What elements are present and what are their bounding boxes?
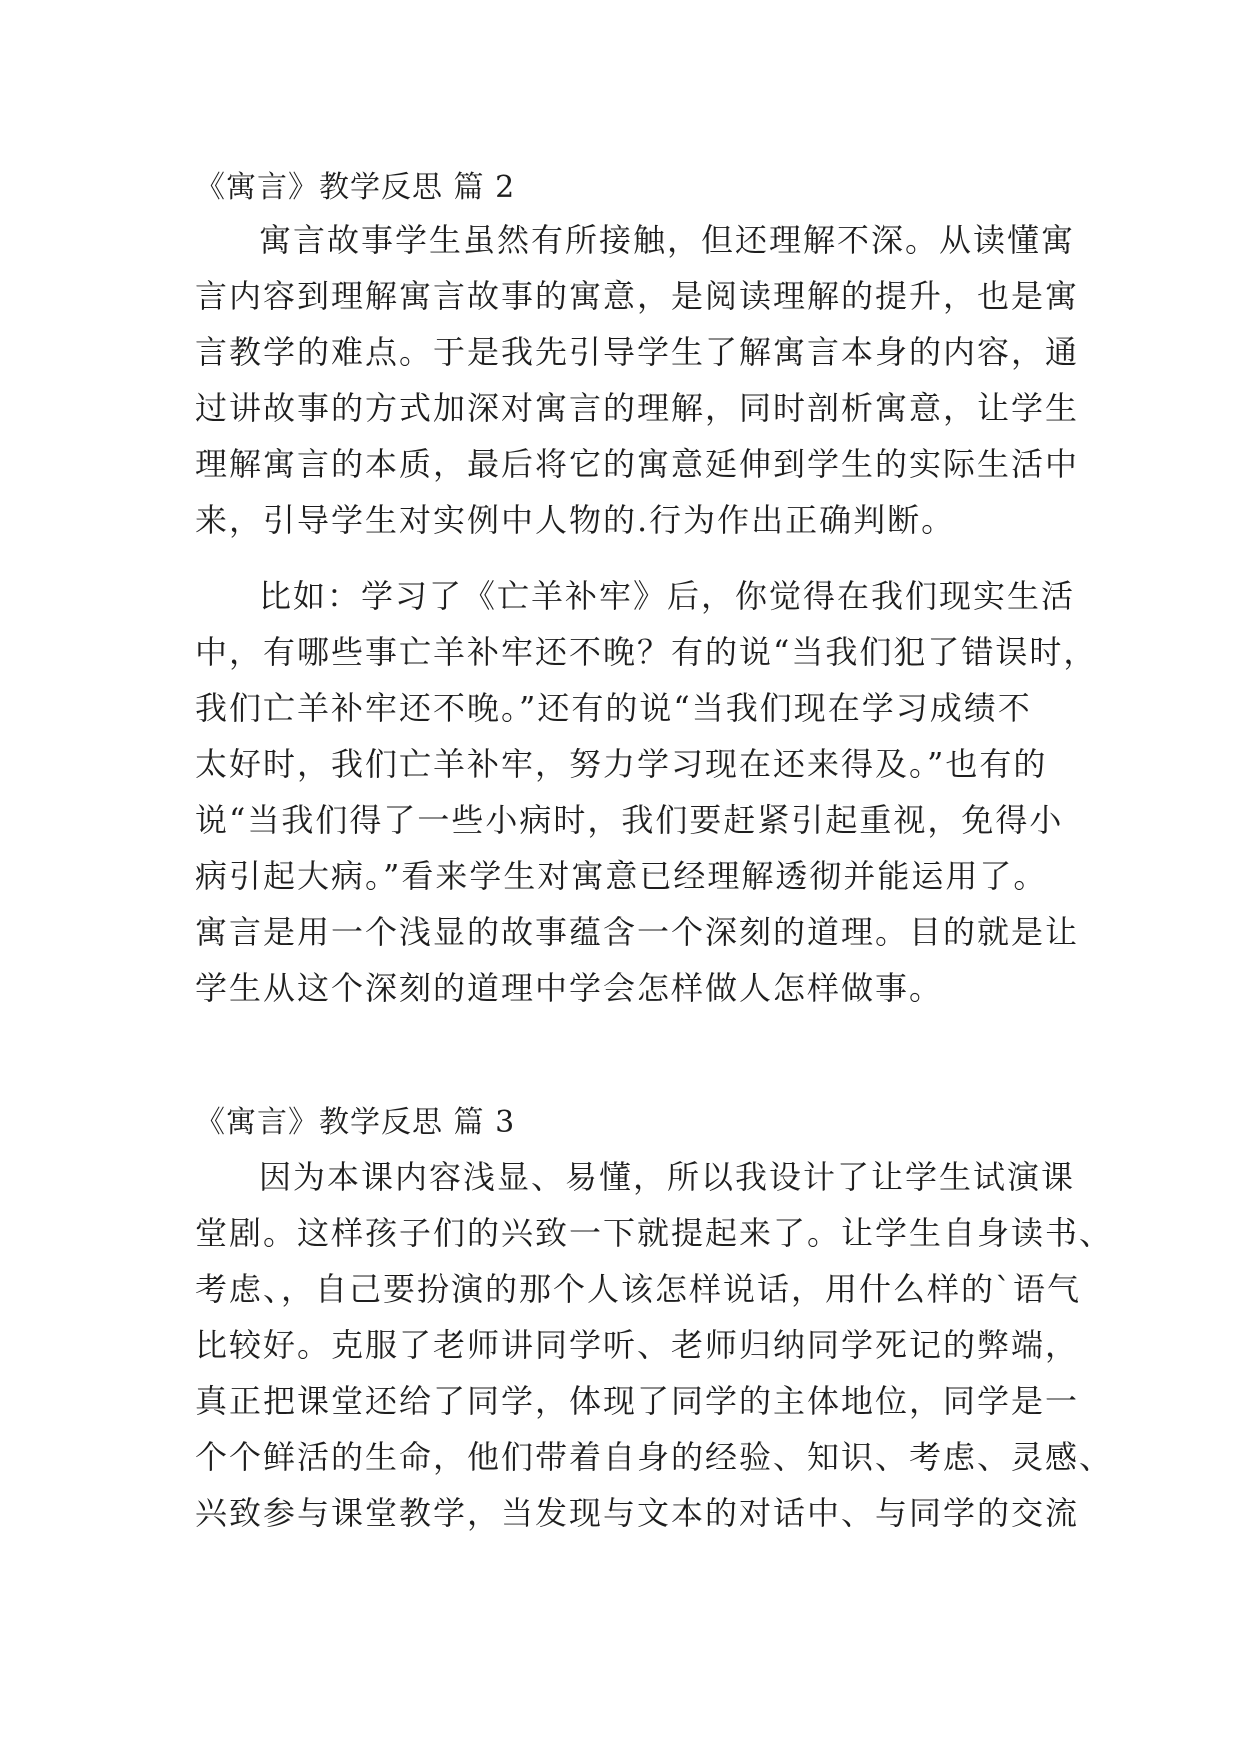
text-line: 言教学的难点。于是我先引导学生了解寓言本身的内容，通 [195, 333, 1080, 371]
section-3 [195, 1103, 1114, 1532]
text-line: 比如：学习了《亡羊补牢》后，你觉得在我们现实生活 [259, 577, 1076, 615]
text-line: 病引起大病。”看来学生对寓意已经理解透彻并能运用了。 [195, 857, 1048, 895]
section-heading: 《寓言》教学反思 篇 3 [195, 1105, 516, 1140]
text-line: 真正把课堂还给了同学，体现了同学的主体地位，同学是一 [195, 1382, 1080, 1420]
text-line: 学生从这个深刻的道理中学会怎样做人怎样做事。 [195, 969, 944, 1007]
text-line: 太好时，我们亡羊补牢，努力学习现在还来得及。”也有的 [195, 745, 1048, 783]
text-line: 考虑、，自己要扮演的那个人该怎样说话，用什么样的`语气 [195, 1270, 1082, 1308]
text-line: 寓言故事学生虽然有所接触，但还理解不深。从读懂寓 [259, 221, 1076, 259]
section-2 [195, 168, 1098, 1007]
text-line: 言内容到理解寓言故事的寓意，是阅读理解的提升，也是寓 [195, 277, 1080, 315]
text-line: 比较好。克服了老师讲同学听、老师归纳同学死记的弊端， [195, 1326, 1080, 1364]
text-line: 过讲故事的方式加深对寓言的理解，同时剖析寓意，让学生 [195, 389, 1080, 427]
text-line: 理解寓言的本质，最后将它的寓意延伸到学生的实际生活中 [195, 445, 1080, 483]
text-line: 堂剧。这样孩子们的兴致一下就提起来了。让学生自身读书、 [195, 1214, 1114, 1252]
text-line: 寓言是用一个浅显的故事蕴含一个深刻的道理。目的就是让 [195, 913, 1080, 951]
text-line: 个个鲜活的生命，他们带着自身的经验、知识、考虑、灵感、 [195, 1438, 1114, 1476]
text-line: 因为本课内容浅显、易懂，所以我设计了让学生试演课 [259, 1158, 1076, 1196]
text-line: 兴致参与课堂教学，当发现与文本的对话中、与同学的交流 [195, 1494, 1080, 1532]
text-line: 中，有哪些事亡羊补牢还不晚？有的说“当我们犯了错误时， [195, 633, 1098, 671]
text-line: 说“当我们得了一些小病时，我们要赶紧引起重视，免得小 [195, 801, 1064, 839]
paragraph [195, 212, 1079, 548]
paragraph [195, 568, 1097, 1016]
text-line: 我们亡羊补牢还不晚。”还有的说“当我们现在学习成绩不 [195, 689, 1032, 727]
text-line: 来，引导学生对实例中人物的.行为作出正确判断。 [195, 501, 956, 539]
paragraph [195, 1149, 1113, 1541]
section-heading: 《寓言》教学反思 篇 2 [195, 170, 516, 205]
